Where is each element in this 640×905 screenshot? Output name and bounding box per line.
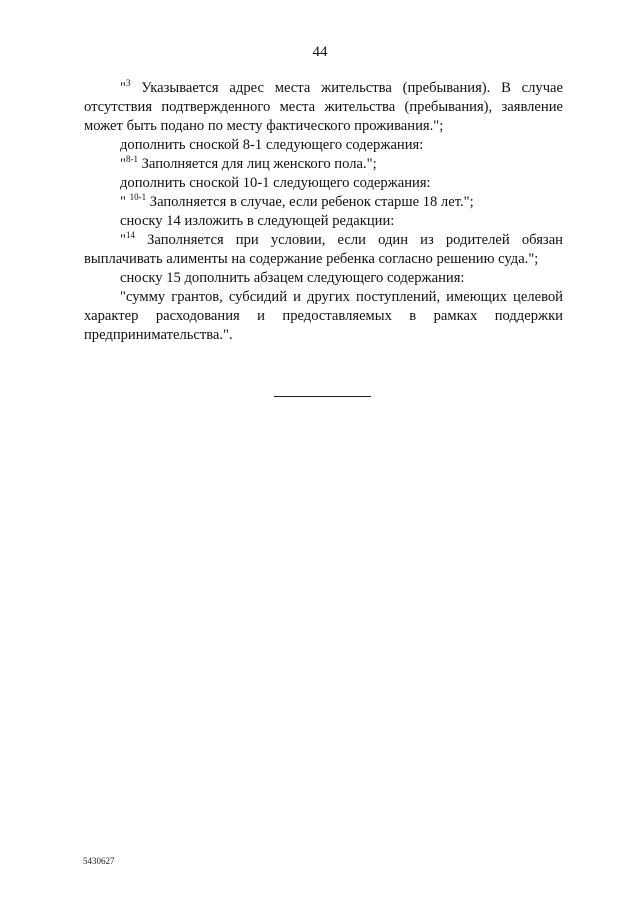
footnote-marker: 10-1 [129, 192, 147, 202]
footnote-marker: 3 [125, 78, 131, 88]
footnote-10-1-paragraph: " $^{10-1}$ Заполняется в случае, если ребенок старше 18 лет."; [120, 192, 474, 210]
instruction-paragraph: дополнить сноской 10-1 следующего содержания: [120, 175, 431, 191]
instruction-paragraph: сноску 15 дополнить абзацем следующего содержания: [120, 270, 465, 286]
footnote-14-paragraph: "$^{14}$ Заполняется при условии, если один из родителей обязан выплачивать алименты на содержание ребенка согласно решению суда."; [84, 230, 563, 267]
footnote-8-1-paragraph: "$^{8-1}$ Заполняется для лиц женского пола."; [120, 154, 377, 172]
footnote-marker: 14 [125, 230, 135, 240]
document-body [84, 79, 563, 345]
instruction-paragraph: сноску 14 изложить в следующей редакции: [120, 213, 395, 229]
page-number: 44 [312, 44, 328, 60]
closing-divider [274, 396, 371, 397]
footnote-3-paragraph: "$^3$ Указывается адрес места жительства (пребывания). В случае отсутствия подтвержденного места жительства (пребывания), заявление может быть подано по месту фактического проживания."; [84, 78, 563, 134]
instruction-paragraph: дополнить сноской 8-1 следующего содержания: [120, 137, 424, 153]
footnote-15-addition-paragraph: "сумму грантов, субсидий и других поступлений, имеющих целевой характер расходования и предоставляемых в рамках поддержки предпринимательства.". [84, 289, 563, 343]
footnote-marker: 8-1 [125, 154, 138, 164]
document-code: 5430627 [83, 856, 115, 866]
